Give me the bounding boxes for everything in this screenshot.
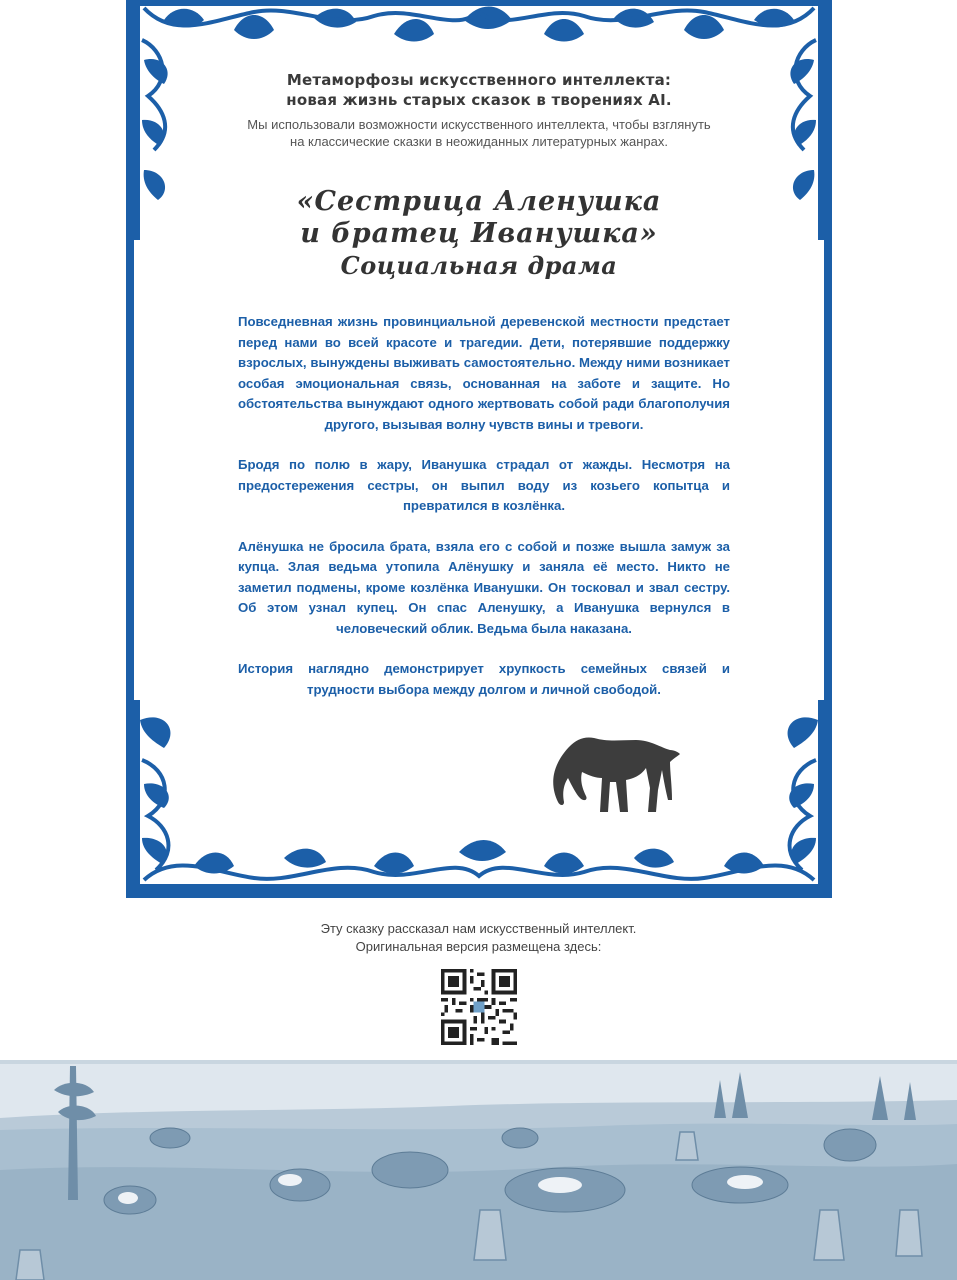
footer-line2: Оригинальная версия размещена здесь: <box>355 939 602 954</box>
series-subtitle-line1: Мы использовали возможности искусственного интеллекта, чтобы взглянуть <box>247 117 711 132</box>
series-title-line1: Метаморфозы искусственного интеллекта: <box>286 71 672 89</box>
top-ornament-icon <box>134 0 824 62</box>
tale-title <box>134 186 824 282</box>
bottom-ornament-icon <box>134 836 824 890</box>
paragraph: Бродя по полю в жару, Иванушка страдал от жажды. Несмотря на предостережения сестры, он выпил воду из козьего копытца и превратился в козлёнка. <box>238 457 730 513</box>
paragraph: История наглядно демонстрирует хрупкость семейных связей и трудности выбора между долгом и личной свободой. <box>238 661 730 697</box>
tale-title-line1: «Сестрица Аленушка <box>296 186 662 217</box>
paragraph: Повседневная жизнь провинциальной деревенской местности предстает перед нами во всей красоте и трагедии. Дети, потерявшие поддержку взрослых, вынуждены выживать самостоятельно. Между ними возникает особая эмоциональная связь, основанная на заботе и защите. Но обстоятельства вынуждают одного жертвовать собой ради благополучия другого, вызывая волну чувств вины и тревоги. <box>238 314 730 432</box>
pasture-landscape-illustration <box>0 1060 957 1280</box>
series-title-line2: новая жизнь старых сказок в творениях AI. <box>286 91 672 109</box>
footer-line1: Эту сказку рассказал нам искусственный интеллект. <box>320 921 637 936</box>
tale-genre: Социальная драма <box>340 251 618 280</box>
horse-silhouette-icon <box>550 728 680 818</box>
footer-note <box>0 920 957 956</box>
series-subtitle-line2: на классические сказки в неожиданных литературных жанрах. <box>290 134 668 149</box>
series-header <box>134 70 824 150</box>
tale-text <box>238 312 730 720</box>
content-panel <box>134 0 824 890</box>
paragraph: Алёнушка не бросила брата, взяла его с собой и позже вышла замуж за купца. Злая ведьма утопила Алёнушку и заняла её место. Никто не заметил подмены, кроме козлёнка Иванушки. Он тосковал и звал сестру. Об этом узнал купец. Он спас Аленушку, а Иванушка вернулся в человеческий облик. Ведьма была наказана. <box>238 538 730 636</box>
ornamental-frame <box>126 0 832 898</box>
qr-code-icon[interactable] <box>441 969 517 1045</box>
tale-title-line2: и братец Иванушка» <box>300 218 658 249</box>
